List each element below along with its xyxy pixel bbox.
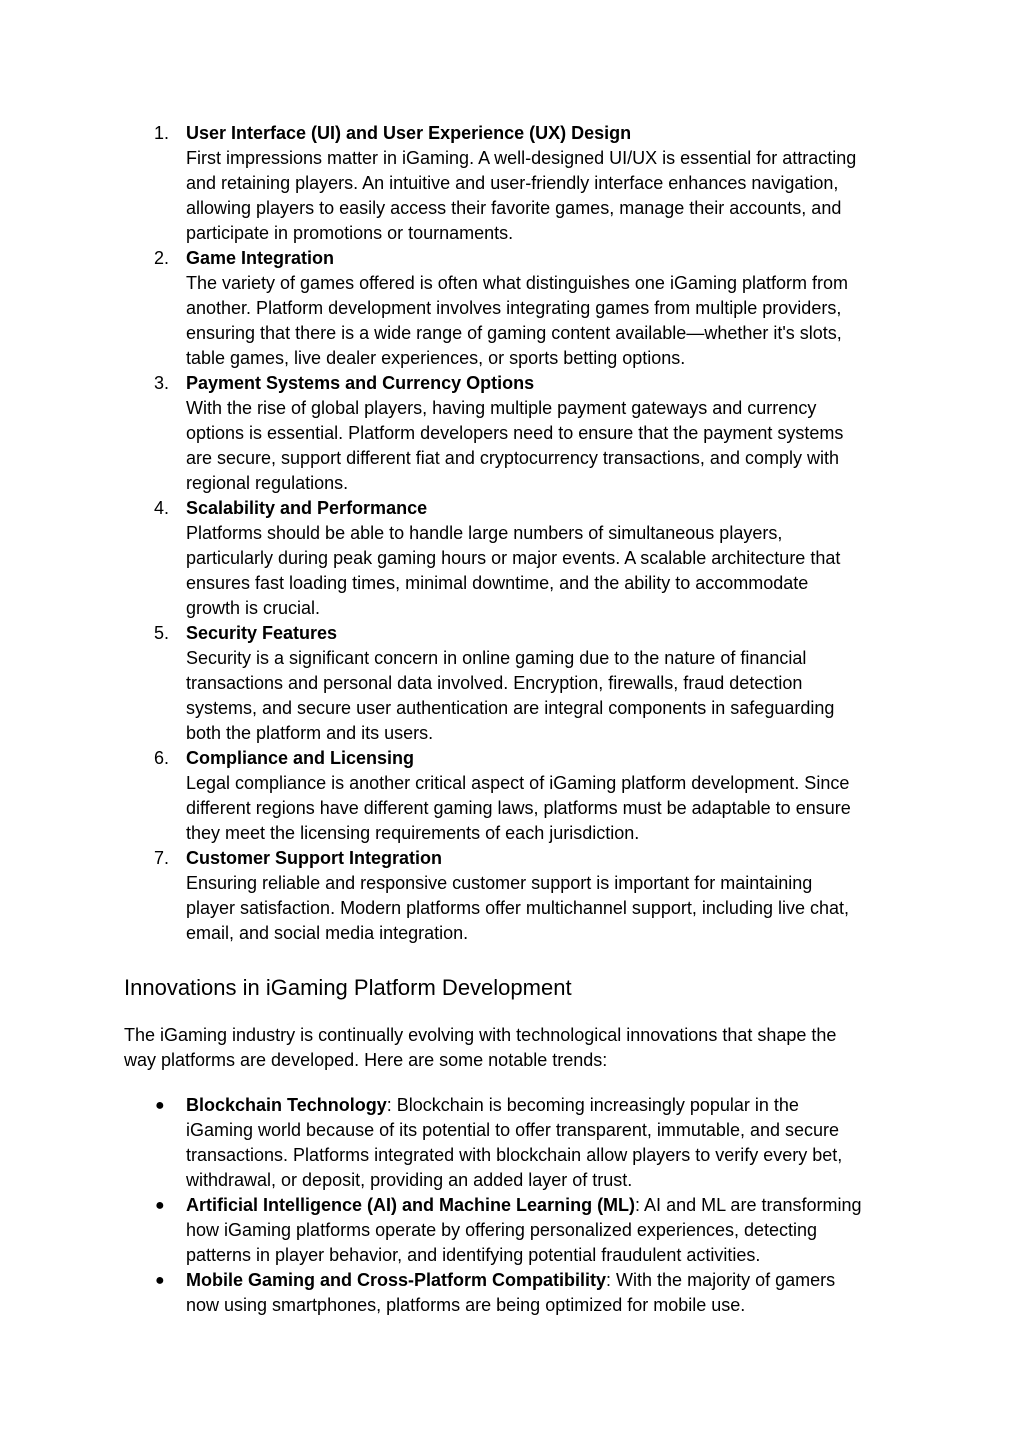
list-number: 4. <box>154 498 170 518</box>
trend-description: : Blockchain is becoming increasingly popular in the iGaming world because of its potential to offer transparent, immutable, and secure transactions. Platforms integrated with blockchain allow players to verify every bet, withdrawal, or deposit, providing an added layer of trust. <box>186 1095 843 1190</box>
list-item <box>124 496 904 621</box>
list-number: 6. <box>154 748 170 768</box>
document-content <box>124 121 904 1318</box>
feature-description: Security is a significant concern in online gaming due to the nature of financial transactions and personal data involved. Encryption, firewalls, fraud detection systems, and secure user authentication are integral components in safeguarding both the platform and its users. <box>186 648 835 743</box>
list-item <box>124 1193 904 1268</box>
feature-title: User Interface (UI) and User Experience (UX) Design <box>186 123 632 143</box>
section-intro: The iGaming industry is continually evolving with technological innovations that shape the way platforms are developed. Here are some notable trends: <box>124 1025 837 1070</box>
bullet-icon: ● <box>155 1197 165 1214</box>
feature-title: Scalability and Performance <box>186 498 428 518</box>
bullet-icon: ● <box>155 1272 165 1289</box>
feature-title: Payment Systems and Currency Options <box>186 373 535 393</box>
list-number: 2. <box>154 248 170 268</box>
list-item <box>124 121 904 246</box>
list-number: 1. <box>154 123 170 143</box>
list-number: 7. <box>154 848 170 868</box>
feature-description: Legal compliance is another critical aspect of iGaming platform development. Since different regions have different gaming laws, platforms must be adaptable to ensure they meet the licensing requirements of each jurisdiction. <box>186 773 851 843</box>
bullet-icon: ● <box>155 1097 165 1114</box>
list-item <box>124 371 904 496</box>
list-item <box>124 621 904 746</box>
trend-list <box>124 1093 904 1318</box>
feature-description: Platforms should be able to handle large numbers of simultaneous players, particularly during peak gaming hours or major events. A scalable architecture that ensures fast loading times, minimal downtime, and the ability to accommodate growth is crucial. <box>186 523 841 618</box>
trend-description: : AI and ML are transforming how iGaming platforms operate by offering personalized experiences, detecting patterns in player behavior, and identifying potential fraudulent activities. <box>186 1195 862 1265</box>
list-item <box>124 246 904 371</box>
trend-title: Mobile Gaming and Cross-Platform Compatibility <box>186 1270 607 1290</box>
list-item <box>124 846 904 946</box>
feature-description: Ensuring reliable and responsive customer support is important for maintaining player satisfaction. Modern platforms offer multichannel support, including live chat, email, and social media integration. <box>186 873 850 943</box>
feature-description: With the rise of global players, having multiple payment gateways and currency options is essential. Platform developers need to ensure that the payment systems are secure, support different fiat and cryptocurrency transactions, and comply with regional regulations. <box>186 398 844 493</box>
feature-title: Game Integration <box>186 248 335 268</box>
feature-description: First impressions matter in iGaming. A well-designed UI/UX is essential for attracting and retaining players. An intuitive and user-friendly interface enhances navigation, allowing players to easily access their favorite games, manage their accounts, and participate in promotions or tournaments. <box>186 148 857 243</box>
list-number: 3. <box>154 373 170 393</box>
list-number: 5. <box>154 623 170 643</box>
list-item <box>124 1268 904 1318</box>
feature-title: Compliance and Licensing <box>186 748 415 768</box>
feature-title: Security Features <box>186 623 338 643</box>
feature-list <box>124 121 904 946</box>
feature-description: The variety of games offered is often what distinguishes one iGaming platform from another. Platform development involves integrating games from multiple providers, ensuring that there is a wide range of gaming content available—whether it's slots, table games, live dealer experiences, or sports betting options. <box>186 273 848 368</box>
trend-title: Artificial Intelligence (AI) and Machine Learning (ML) <box>186 1195 636 1215</box>
trend-description: : With the majority of gamers now using smartphones, platforms are being optimized for mobile use. <box>186 1270 836 1315</box>
trend-title: Blockchain Technology <box>186 1095 387 1115</box>
list-item <box>124 1093 904 1193</box>
list-item <box>124 746 904 846</box>
section-heading: Innovations in iGaming Platform Development <box>124 975 572 1000</box>
feature-title: Customer Support Integration <box>186 848 442 868</box>
